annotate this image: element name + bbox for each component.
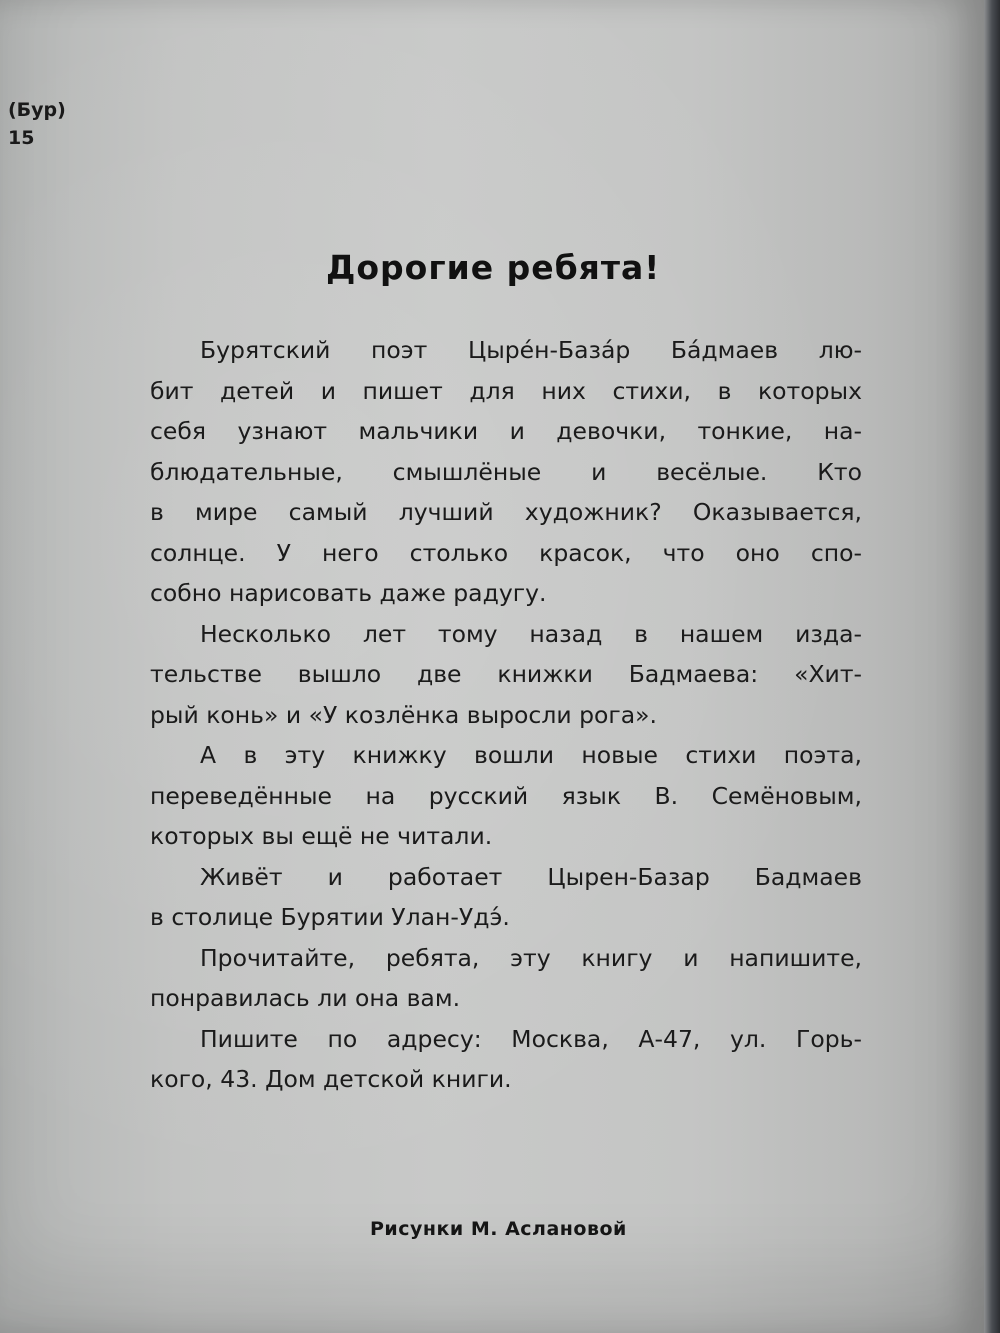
text-line: Прочитайте, ребята, эту книгу и напишите, — [200, 943, 862, 972]
text-line: рый конь» и «У козлёнка выросли рога». — [150, 700, 658, 729]
text-line: солнце. У него столько красок, что оно спо- — [150, 538, 862, 567]
paragraph-6 — [150, 1019, 862, 1100]
text-line: тельстве вышло две книжки Бадмаева: «Хит- — [150, 660, 862, 688]
page-edge-shadow — [984, 0, 1000, 1333]
paragraph-4 — [150, 857, 862, 938]
text-line: Бурятский поэт Цыре́н-База́р Ба́дмаев лю- — [200, 336, 862, 364]
paragraph-1 — [150, 330, 862, 614]
text-line: Пишите по адресу: Москва, А-47, ул. Горь- — [200, 1024, 862, 1053]
paragraph-5 — [150, 938, 862, 1019]
catalog-mark — [8, 96, 66, 152]
page-heading: Дорогие ребята! — [326, 248, 661, 287]
text-line: бит детей и пишет для них стихи, в которых — [150, 376, 862, 405]
text-line: которых вы ещё не читали. — [150, 822, 493, 850]
text-line: в столице Бурятии Улан-Удэ́. — [150, 903, 510, 931]
text-line: собно нарисовать даже радугу. — [150, 579, 547, 607]
illustrator-credit: Рисунки М. Аслановой — [370, 1218, 627, 1240]
catalog-mark-line-2: 15 — [8, 127, 35, 149]
text-line: блюдательные, смышлёные и весёлые. Кто — [150, 457, 862, 486]
paragraph-3 — [150, 735, 862, 857]
text-line: кого, 43. Дом детской книги. — [150, 1065, 512, 1093]
paragraph-2 — [150, 614, 862, 736]
preface-text — [150, 330, 862, 1100]
text-line: себя узнают мальчики и девочки, тонкие, на- — [150, 417, 862, 445]
text-line: понравилась ли она вам. — [150, 984, 461, 1012]
catalog-mark-line-1: (Бур) — [8, 99, 66, 121]
text-line: Живёт и работает Цырен-Базар Бадмаев — [200, 862, 862, 891]
text-line: Несколько лет тому назад в нашем изда- — [200, 619, 862, 648]
text-line: переведённые на русский язык В. Семёновым, — [150, 781, 862, 810]
text-line: в мире самый лучший художник? Оказывается, — [150, 498, 862, 526]
text-line: А в эту книжку вошли новые стихи поэта, — [200, 741, 862, 769]
